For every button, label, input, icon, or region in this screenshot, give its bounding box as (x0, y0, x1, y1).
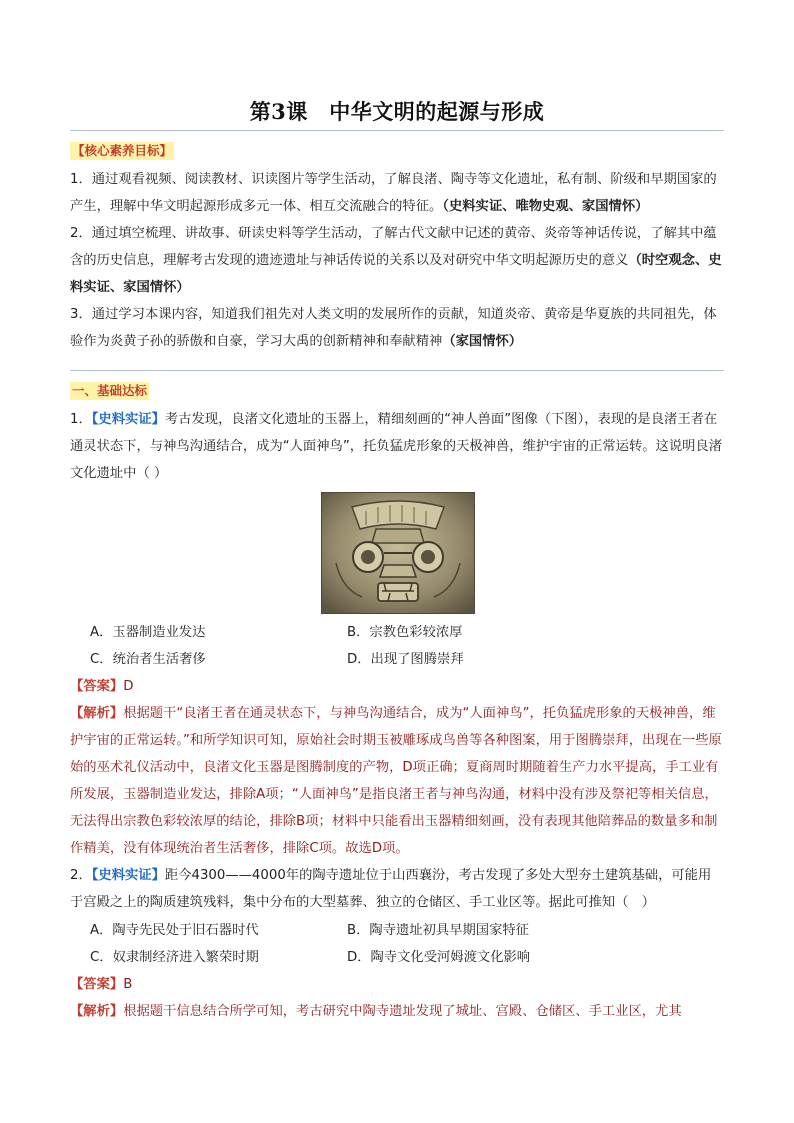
question-2-option-c[interactable]: C．奴隶制经济进入繁荣时期 (90, 950, 259, 965)
question-1-answer-value: D (123, 679, 134, 694)
question-1-answer (70, 673, 724, 700)
jade-beast-mask-icon (322, 493, 474, 613)
question-1-option-a[interactable]: A．玉器制造业发达 (90, 625, 206, 640)
question-1-number: 1． (70, 412, 92, 427)
question-2-analysis (70, 998, 724, 1025)
question-1-option-b[interactable]: B．宗教色彩较浓厚 (347, 625, 463, 640)
question-2-option-b[interactable]: B．陶寺遗址初具早期国家特征 (347, 923, 529, 938)
page-title: 第3课 中华文明的起源与形成 (249, 99, 545, 124)
question-2-option-a[interactable]: A．陶寺先民处于旧石器时代 (90, 923, 259, 938)
question-2-number: 2． (70, 868, 92, 883)
question-2-answer-value: B (123, 977, 133, 992)
goal-item-1-text: 1．通过观看视频、阅读教材、识读图片等学生活动，了解良渚、陶寺等文化遗址，私有制、阶级和早期国家的产生，理解中华文明起源形成多元一体、相互交流融合的特征。 (70, 172, 717, 214)
question-1-answer-label: 【答案】 (70, 679, 124, 694)
question-1-options (90, 619, 724, 673)
goal-item-3-text: 3．通过学习本课内容，知道我们祖先对人类文明的发展所作的贡献，知道炎帝、黄帝是华夏族的共同祖先，体验作为炎黄子孙的骄傲和自豪，学习大禹的创新精神和奉献精神 (70, 307, 717, 349)
title-divider (70, 130, 724, 131)
goal-item-2-text: 2．通过填空梳理、讲故事、研读史料等学生活动，了解古代文献中记述的黄帝、炎帝等神话传说，了解其中蕴含的历史信息，理解考古发现的遗迹遗址与神话传说的关系以及对研究中华文明起源历史的意义 (70, 226, 717, 268)
question-2-answer (70, 971, 724, 998)
goal-item-2-competencies: （时空观念、史料实证、家国情怀） (70, 253, 722, 295)
section-label-basic: 一、基础达标 (72, 383, 148, 398)
question-2-stem (70, 862, 724, 916)
goal-item-1-competencies: （史料实证、唯物史观、家国情怀） (442, 199, 649, 214)
goal-item-2 (70, 220, 724, 301)
goal-item-3-competencies: （家国情怀） (442, 334, 523, 349)
question-2-text: 距今4300——4000年的陶寺遗址位于山西襄汾，考古发现了多处大型夯土建筑基础，可能用于宫殿之上的陶质建筑残料，集中分布的大型墓葬、独立的仓储区、手工业区等。据此可推知（ ） (70, 868, 712, 910)
question-2-analysis-label: 【解析】 (70, 1004, 124, 1019)
section-label-goals: 【核心素养目标】 (72, 143, 173, 158)
question-1-analysis-text: 根据题干“良渚王者在通灵状态下，与神鸟沟通结合，成为“人面神鸟”，托负猛虎形象的天极神兽，维护宇宙的正常运转。”和所学知识可知，原始社会时期玉被雕琢成鸟兽等各种图案，用于图腾崇拜，出现在一些原始的巫术礼仪活动中，良渚文化玉器是图腾制度的产物，D项正确；夏商周时期随着生产力水平提高，手工业有所发展，玉器制造业发达，排除A项；“人面神鸟”是指良渚王者与神鸟沟通，材料中没有涉及祭祀等相关信息，无法得出宗教色彩较浓厚的结论，排除B项；材料中只能看出玉器精细刻画，没有表现其他陪葬品的数量多和制作精美，没有体现统治者生活奢侈，排除C项。故选D项。 (70, 706, 722, 856)
question-1-tag: 【史料实证】 (91, 412, 165, 427)
question-1-analysis-label: 【解析】 (70, 706, 124, 721)
question-2-analysis-text: 根据题干信息结合所学可知，考古研究中陶寺遗址发现了城址、宫殿、仓储区、手工业区，尤其 (123, 1004, 682, 1019)
question-2-option-d[interactable]: D．陶寺文化受河姆渡文化影响 (347, 950, 531, 965)
question-1-stem (70, 406, 724, 487)
goal-item-3 (70, 301, 724, 355)
question-1-option-d[interactable]: D．出现了图腾崇拜 (347, 652, 464, 667)
question-2-options (90, 917, 724, 971)
question-1-text: 考古发现，良渚文化遗址的玉器上，精细刻画的“神人兽面”图像（下图），表现的是良渚王者在通灵状态下，与神鸟沟通结合，成为“人面神鸟”，托负猛虎形象的天极神兽，维护宇宙的正常运转。这说明良渚文化遗址中（ ） (70, 412, 723, 481)
jade-beast-mask-image (321, 492, 475, 614)
section-divider (70, 370, 724, 371)
question-2-tag: 【史料实证】 (91, 868, 165, 883)
question-1-option-c[interactable]: C．统治者生活奢侈 (90, 652, 206, 667)
question-1-analysis (70, 700, 724, 862)
question-2-answer-label: 【答案】 (70, 977, 124, 992)
goal-item-1 (70, 166, 724, 220)
